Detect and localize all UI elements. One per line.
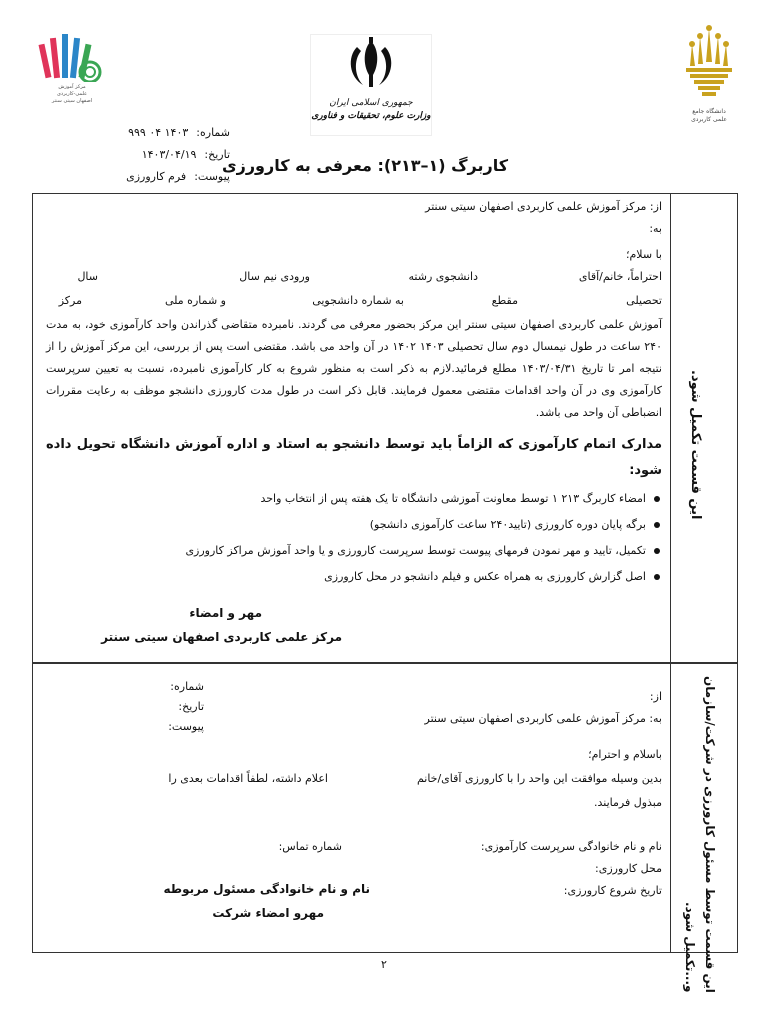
center-name: مرکز علمی کاربردی اصفهان سیتی سنتر — [101, 630, 342, 644]
letter-attachment-label: پیوست: — [194, 170, 230, 183]
respect-label-3: ورودی نیم سال — [239, 270, 310, 283]
list-item: اصل گزارش کارورزی به همراه عکس و فیلم دانشجو در محل کارورزی — [62, 564, 646, 590]
section1-side-label: این قسمت تکمیل شود. — [688, 370, 703, 520]
line2-label-4: و شماره ملی — [164, 294, 226, 307]
from-line: از: مرکز آموزش علمی کاربردی اصفهان سیتی سنتر — [425, 200, 662, 213]
respect-label-2: دانشجوی رشته — [408, 270, 478, 283]
page-number: ۲ — [381, 958, 387, 971]
university-caption: دانشگاه جامع علمی کاربردی — [691, 108, 727, 123]
list-item: برگه پایان دوره کارورزی (تایید۲۴۰ ساعت کارآموزی دانشجو) — [62, 512, 646, 538]
documents-notice: مدارک اتمام کارآموزی که الزاماً باید توسط دانشجو به استاد و اداره آموزش دانشگاه تحویل داده شود: — [46, 437, 662, 478]
documents-list — [62, 486, 662, 590]
section2-side-label-2: و...تکمیل شود. — [683, 902, 697, 993]
center-caption: مرکز آموزش علمی-کاربردی اصفهان سیتی سنتر — [51, 84, 93, 104]
center-logo — [38, 30, 106, 110]
page-title: کاربرگ (۱–۲۱۳): معرفی به کارورزی — [221, 156, 509, 175]
iran-emblem-icon — [311, 35, 431, 95]
start-date-label: تاریخ شروع کارورزی: — [563, 884, 662, 897]
letter-date-value: ۱۴۰۳/۰۴/۱۹ — [141, 148, 197, 161]
section2-to-line: به: مرکز آموزش علمی کاربردی اصفهان سیتی سنتر — [424, 712, 662, 725]
letter-attachment-value: فرم کارورزی — [126, 170, 187, 183]
list-item: امضاء کاربرگ ۲۱۳ ۱ توسط معاونت آموزشی دانشگاه تا یک هفته پس از انتخاب واحد — [62, 486, 646, 512]
letter-number-label: شماره: — [196, 126, 230, 139]
line2-label-1: تحصیلی — [626, 294, 662, 307]
ministry-logo — [310, 34, 432, 136]
to-line — [649, 218, 662, 240]
section1-side-column — [670, 193, 738, 663]
line2-label-2: مقطع — [491, 294, 518, 307]
intro-paragraph: آموزش علمی کاربردی اصفهان سیتی سنتر این مرکز بحضور معرفی می گردند. نامبرده متقاضی گذراندن واحد کارآموزی خود، به مدت ۲۴۰ ساعت در طول نیمسال دوم سال تحصیلی ۱۴۰۳ ۱۴۰۲ در آن واحد می باشد. مقتضی است پس از بررسی، این مرکز آموزش را از نتیجه امر تا تاریخ ۱۴۰۳/۰۴/۳۱ مطلع فرمائید.لازم به ذکر است به منظور شروع به کار کارآموزی نامبرده، نسبت به تعیین سرپرست کارآموزی وی در آن واحد اقدامات مقتضی معمول فرمایند. قابل ذکر است در طول مدت کارورزی دانشجو موظف به رعایت مقررات انضباطی آن واحد می باشد. — [46, 318, 662, 419]
section2-body-1-left: اعلام داشته، لطفاً اقدامات بعدی را — [168, 772, 328, 785]
contact-label: شماره تماس: — [278, 840, 342, 853]
company-seal-label: مهرو امضاء شرکت — [212, 906, 324, 920]
section2-side-label-1: این قسمت توسط مسئول کارورزی در شرکت/سازمان — [703, 676, 717, 993]
section2-side-label — [680, 676, 720, 993]
seal-label: مهر و امضاء — [189, 606, 262, 620]
section2-attachment-label: پیوست: — [168, 720, 204, 733]
supervisor-label: نام و نام خانوادگی سرپرست کارآموزی: — [480, 840, 662, 853]
section2-date-label: تاریخ: — [178, 700, 204, 713]
letter-number-row — [40, 122, 230, 144]
line2-label-3: به شماره دانشجویی — [312, 294, 404, 307]
section2-number-label: شماره: — [170, 680, 204, 693]
to-label: به: — [649, 222, 662, 235]
section2-body-2: مبذول فرمایند. — [593, 796, 662, 809]
place-label: محل کارورزی: — [595, 862, 662, 875]
section2-greeting: باسلام و احترام؛ — [588, 748, 662, 761]
letter-number-value: ۱۴۰۳ ۰۴ ۹۹۹ — [128, 126, 189, 139]
center-brand-icon — [38, 30, 106, 82]
greeting: با سلام؛ — [626, 248, 662, 261]
responsible-label: نام و نام خانوادگی مسئول مربوطه — [163, 882, 370, 896]
line2-label-5: مرکز — [58, 294, 82, 307]
respect-label-4: سال — [77, 270, 98, 283]
section2-from-label: از: — [649, 690, 662, 703]
letter-meta — [40, 122, 230, 188]
list-item: تکمیل، تایید و مهر نمودن فرمهای پیوست توسط سرپرست کارورزی و یا واحد آموزش مراکز کارورزی — [62, 538, 646, 564]
university-logo — [680, 22, 738, 130]
letter-date-label: تاریخ: — [204, 148, 230, 161]
section2-body-1: بدین وسیله موافقت این واحد را با کارورزی آقای/خانم — [416, 772, 662, 785]
respect-label-1: احتراماً، خانم/آقای — [578, 270, 662, 283]
ministry-caption: جمهوری اسلامی ایران وزارت علوم، تحقیقات و فناوری — [311, 98, 431, 121]
